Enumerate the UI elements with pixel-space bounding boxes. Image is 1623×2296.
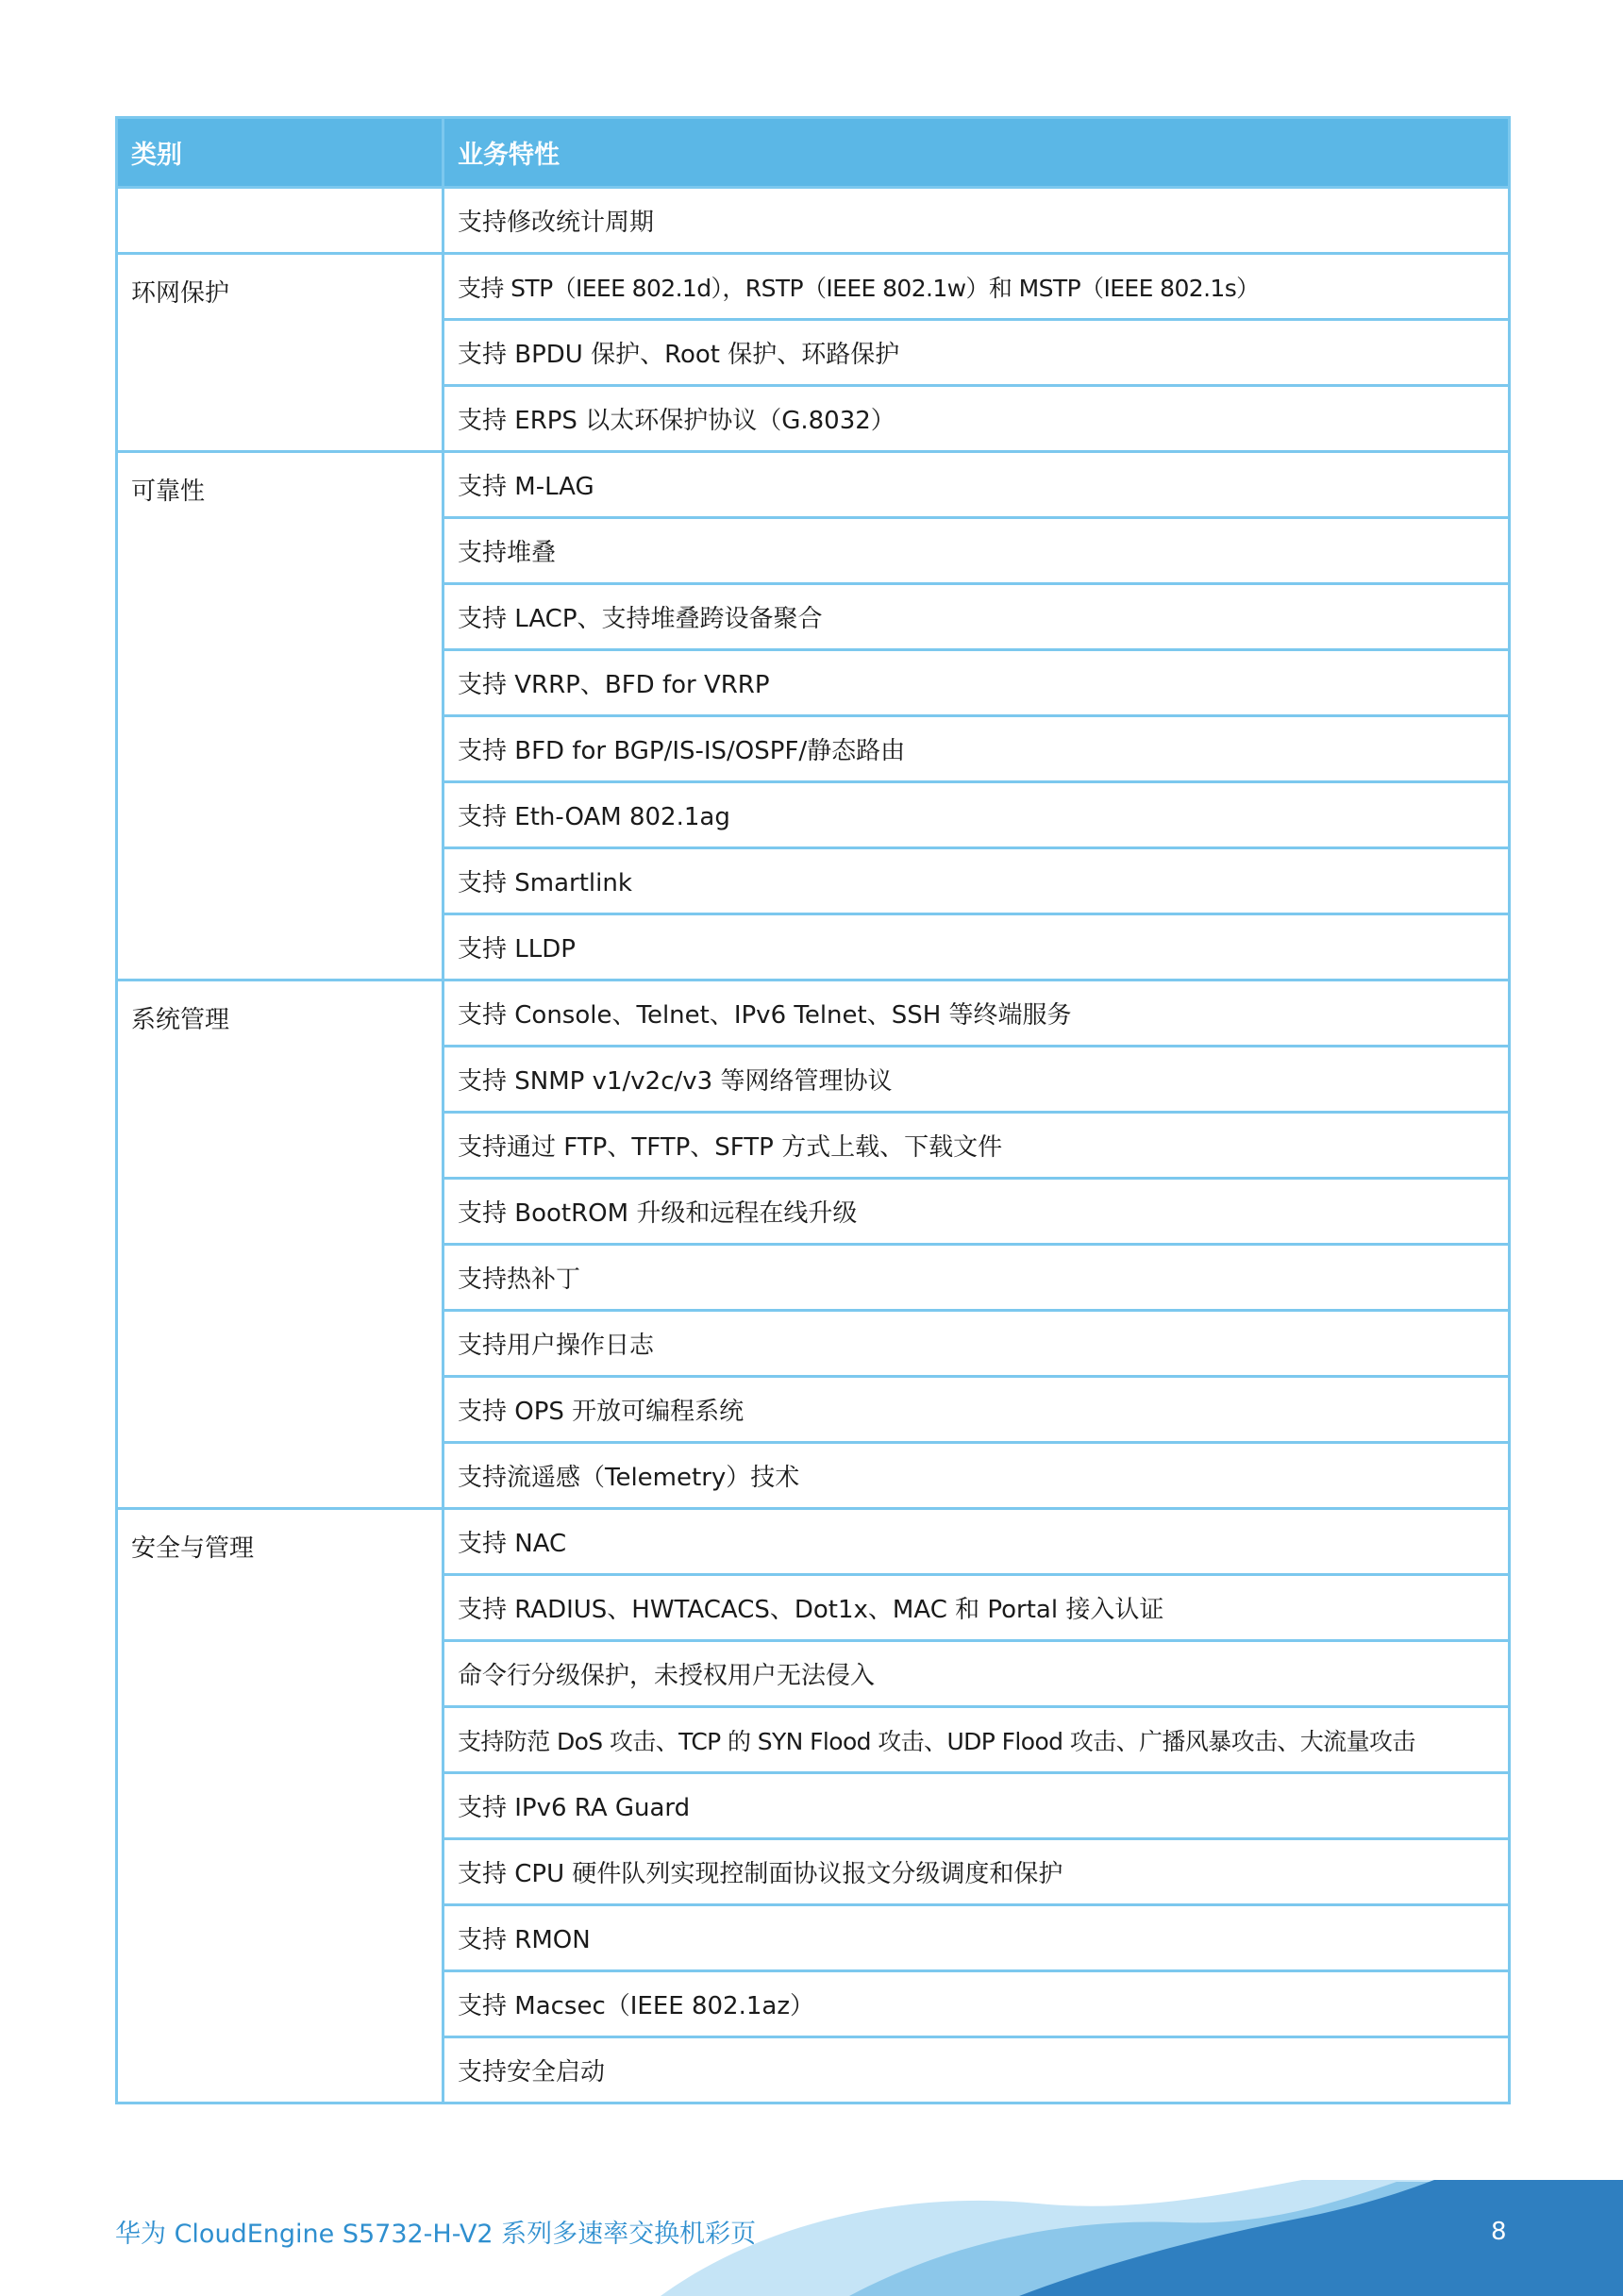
category-cell: 安全与管理 <box>117 1509 443 2103</box>
feature-cell: 支持 STP（IEEE 802.1d），RSTP（IEEE 802.1w）和 MSTP（IEEE 802.1s） <box>443 254 1510 320</box>
feature-cell: 支持 OPS 开放可编程系统 <box>443 1377 1510 1443</box>
category-cell: 系统管理 <box>117 980 443 1509</box>
table-row <box>117 1509 1510 1575</box>
feature-cell: 支持 CPU 硬件队列实现控制面协议报文分级调度和保护 <box>443 1839 1510 1905</box>
table-row <box>117 980 1510 1047</box>
feature-cell: 支持流遥感（Telemetry）技术 <box>443 1443 1510 1509</box>
table-header-row <box>117 118 1510 188</box>
feature-table <box>115 116 1511 2104</box>
feature-cell: 支持 ERPS 以太环保护协议（G.8032） <box>443 386 1510 452</box>
feature-cell: 支持通过 FTP、TFTP、SFTP 方式上载、下载文件 <box>443 1113 1510 1179</box>
column-header-category: 类别 <box>117 118 443 188</box>
feature-cell: 支持热补丁 <box>443 1245 1510 1311</box>
feature-cell: 支持安全启动 <box>443 2037 1510 2103</box>
feature-cell: 支持修改统计周期 <box>443 188 1510 254</box>
feature-cell: 支持 RADIUS、HWTACACS、Dot1x、MAC 和 Portal 接入认证 <box>443 1575 1510 1641</box>
feature-cell: 支持 BPDU 保护、Root 保护、环路保护 <box>443 320 1510 386</box>
feature-cell: 支持堆叠 <box>443 518 1510 584</box>
table-body <box>117 188 1510 2103</box>
feature-cell: 支持 SNMP v1/v2c/v3 等网络管理协议 <box>443 1047 1510 1113</box>
page-number: 8 <box>1491 2218 1507 2246</box>
feature-cell: 支持 LACP、支持堆叠跨设备聚合 <box>443 584 1510 650</box>
table-row <box>117 188 1510 254</box>
feature-cell: 支持 RMON <box>443 1905 1510 1971</box>
feature-cell: 命令行分级保护，未授权用户无法侵入 <box>443 1641 1510 1707</box>
feature-cell: 支持 Console、Telnet、IPv6 Telnet、SSH 等终端服务 <box>443 980 1510 1047</box>
feature-cell: 支持 M-LAG <box>443 452 1510 518</box>
category-cell: 环网保护 <box>117 254 443 452</box>
feature-cell: 支持用户操作日志 <box>443 1311 1510 1377</box>
feature-cell: 支持 BFD for BGP/IS-IS/OSPF/静态路由 <box>443 716 1510 782</box>
table-row <box>117 452 1510 518</box>
feature-cell: 支持 IPv6 RA Guard <box>443 1773 1510 1839</box>
category-cell <box>117 188 443 254</box>
footer-title: 华为 CloudEngine S5732-H-V2 系列多速率交换机彩页 <box>115 2220 757 2249</box>
feature-cell: 支持 VRRP、BFD for VRRP <box>443 650 1510 716</box>
feature-cell: 支持 LLDP <box>443 914 1510 980</box>
feature-cell: 支持防范 DoS 攻击、TCP 的 SYN Flood 攻击、UDP Flood 攻击、广播风暴攻击、大流量攻击 <box>443 1707 1510 1773</box>
category-cell: 可靠性 <box>117 452 443 980</box>
feature-cell: 支持 Eth-OAM 802.1ag <box>443 782 1510 848</box>
feature-cell: 支持 NAC <box>443 1509 1510 1575</box>
column-header-feature: 业务特性 <box>443 118 1510 188</box>
feature-cell: 支持 Smartlink <box>443 848 1510 914</box>
feature-cell: 支持 BootROM 升级和远程在线升级 <box>443 1179 1510 1245</box>
feature-cell: 支持 Macsec（IEEE 802.1az） <box>443 1971 1510 2037</box>
table-row <box>117 254 1510 320</box>
